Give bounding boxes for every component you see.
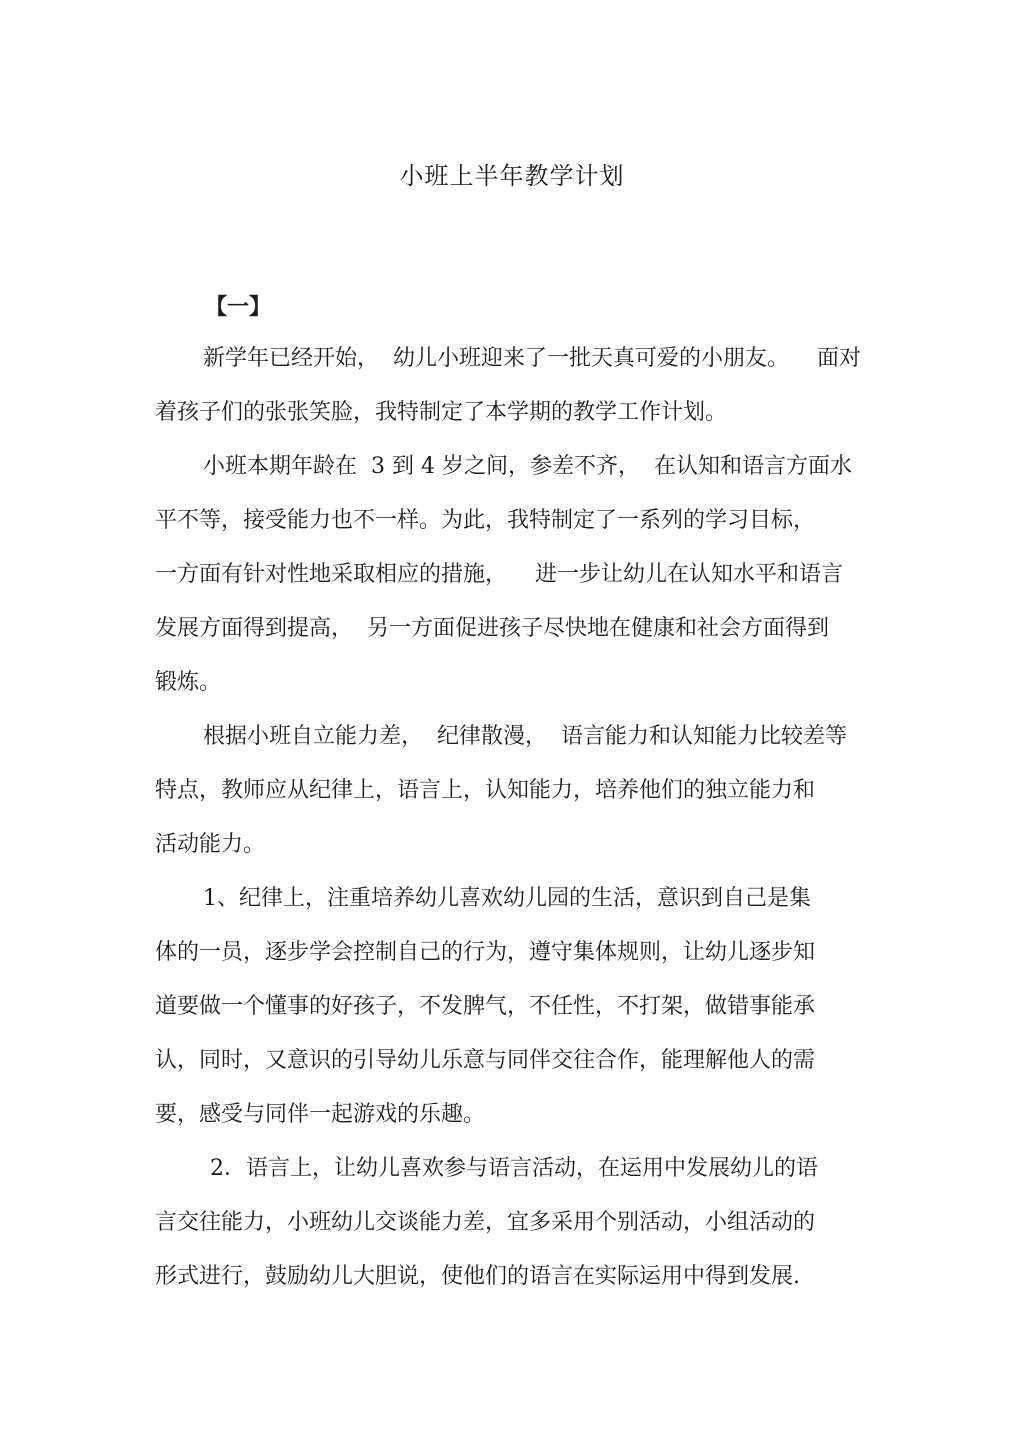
paragraph-line: 认，同时，又意识的引导幼儿乐意与同伴交往合作，能理解他人的需 (155, 1048, 816, 1073)
paragraph-line: 锻炼。 (155, 670, 222, 695)
paragraph-line: 一方面有针对性地采取相应的措施， 进一步让幼儿在认知水平和语言 (155, 562, 843, 587)
paragraph-line: 1、纪律上，注重培养幼儿喜欢幼儿园的生活，意识到自己是集 (203, 886, 811, 911)
paragraph-line: 根据小班自立能力差， 纪律散漫， 语言能力和认知能力比较差等 (203, 724, 847, 749)
paragraph-line: 要，感受与同伴一起游戏的乐趣。 (155, 1102, 486, 1127)
paragraph-line: 活动能力。 (155, 832, 266, 857)
paragraph-line: 体的一员，逐步学会控制自己的行为，遵守集体规则，让幼儿逐步知 (155, 940, 816, 965)
document-title: 小班上半年教学计划 (399, 162, 625, 190)
paragraph-line: 小班本期年龄在 3 到 4 岁之间，参差不齐， 在认知和语言方面水 (203, 454, 852, 479)
paragraph-line: 平不等，接受能力也不一样。为此，我特制定了一系列的学习目标， (155, 508, 816, 533)
paragraph-line: 形式进行，鼓励幼儿大胆说，使他们的语言在实际运用中得到发展. (155, 1264, 800, 1289)
paragraph-line: 道要做一个懂事的好孩子，不发脾气，不任性，不打架，做错事能承 (155, 994, 816, 1019)
paragraph-line: 新学年已经开始， 幼儿小班迎来了一批天真可爱的小朋友。 面对 (203, 346, 861, 371)
paragraph-line: 特点，教师应从纪律上，语言上，认知能力，培养他们的独立能力和 (155, 778, 816, 803)
paragraph-line: 言交往能力，小班幼儿交谈能力差，宜多采用个别活动，小组活动的 (155, 1210, 816, 1235)
paragraph-line: 发展方面得到提高， 另一方面促进孩子尽快地在健康和社会方面得到 (155, 616, 829, 641)
paragraph-line: 2．语言上，让幼儿喜欢参与语言活动，在运用中发展幼儿的语 (203, 1156, 818, 1181)
paragraph-line: 着孩子们的张张笑脸，我特制定了本学期的教学工作计划。 (155, 400, 728, 425)
section-heading: 【一】 (205, 294, 272, 320)
